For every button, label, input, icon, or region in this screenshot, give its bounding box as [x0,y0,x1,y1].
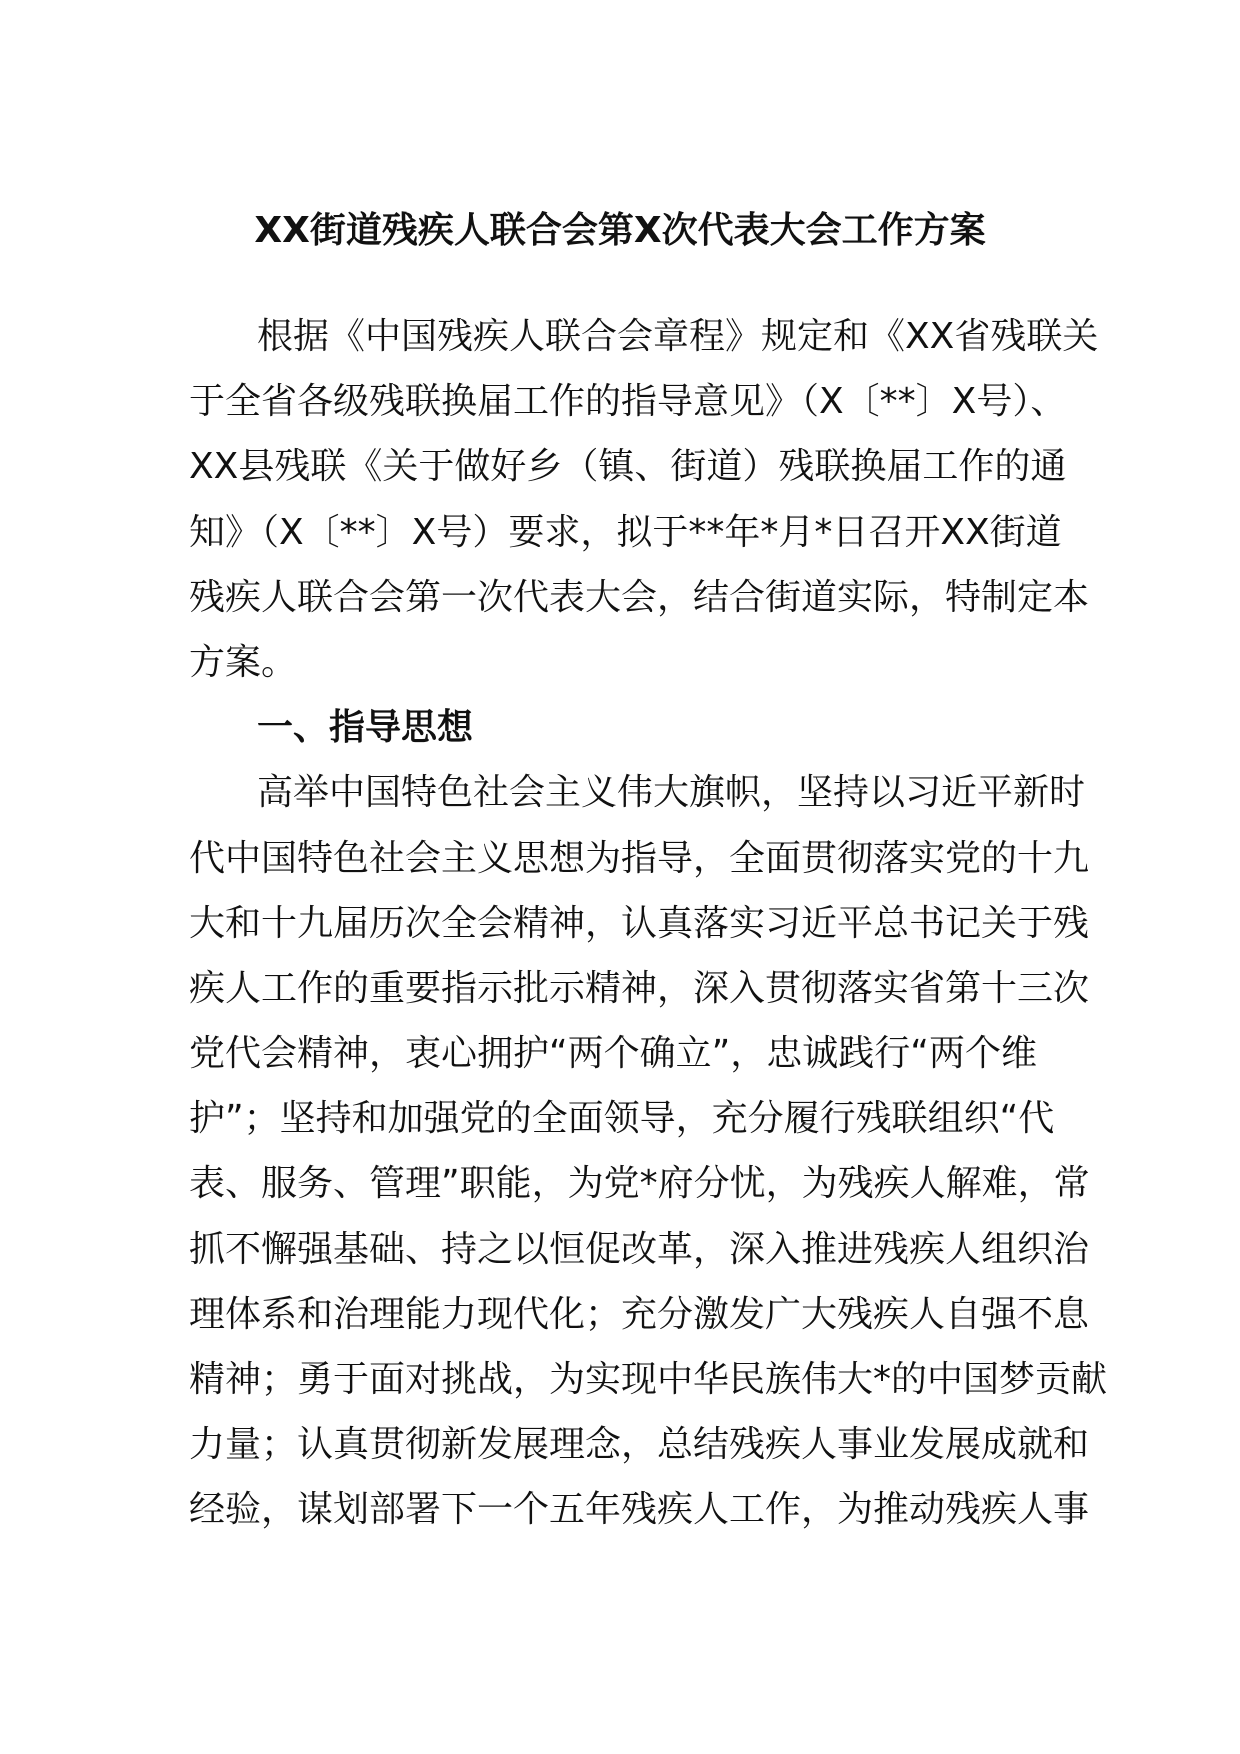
text-line: 经验，谋划部署下一个五年残疾人工作，为推动残疾人事 [189,1489,1090,1531]
text-line: 表、服务、管理”职能，为党*府分忧，为残疾人解难，常 [189,1163,1090,1205]
text-line: 大和十九届历次全会精神，认真落实习近平总书记关于残 [189,902,1090,944]
paragraph-intro [189,304,1099,695]
section-heading: 一、指导思想 [257,707,474,749]
text-line: 代中国特色社会主义思想为指导，全面贯彻落实党的十九 [189,837,1090,879]
document-body [189,304,1108,1543]
text-line: 于全省各级残联换届工作的指导意见》（X〔**〕X号）、 [189,381,1067,423]
text-line: 知》（X〔**〕X号）要求，拟于**年*月*日召开XX街道 [189,511,1062,553]
text-line: 疾人工作的重要指示批示精神，深入贯彻落实省第十三次 [189,967,1090,1009]
document-title: XX街道残疾人联合会第X次代表大会工作方案 [254,210,986,251]
text-line: 理体系和治理能力现代化；充分激发广大残疾人自强不息 [189,1293,1090,1335]
text-line: XX县残联《关于做好乡（镇、街道）残联换届工作的通 [189,446,1067,488]
text-line: 方案。 [189,641,298,683]
text-line: 力量；认真贯彻新发展理念，总结残疾人事业发展成就和 [189,1424,1090,1466]
text-line: 党代会精神，衷心拥护“两个确立”，忠诚践行“两个维 [189,1033,1037,1075]
paragraph-guiding-thought [189,760,1108,1542]
text-line: 护”；坚持和加强党的全面领导，充分履行残联组织“代 [189,1098,1055,1140]
text-line: 精神；勇于面对挑战，为实现中华民族伟大*的中国梦贡献 [189,1359,1108,1400]
text-line: 残疾人联合会第一次代表大会，结合街道实际，特制定本 [189,576,1090,618]
text-line: 抓不懈强基础、持之以恒促改革，深入推进残疾人组织治 [189,1228,1090,1270]
text-line: 根据《中国残疾人联合会章程》规定和《XX省残联关 [257,316,1099,357]
text-line: 高举中国特色社会主义伟大旗帜，坚持以习近平新时 [257,772,1086,814]
